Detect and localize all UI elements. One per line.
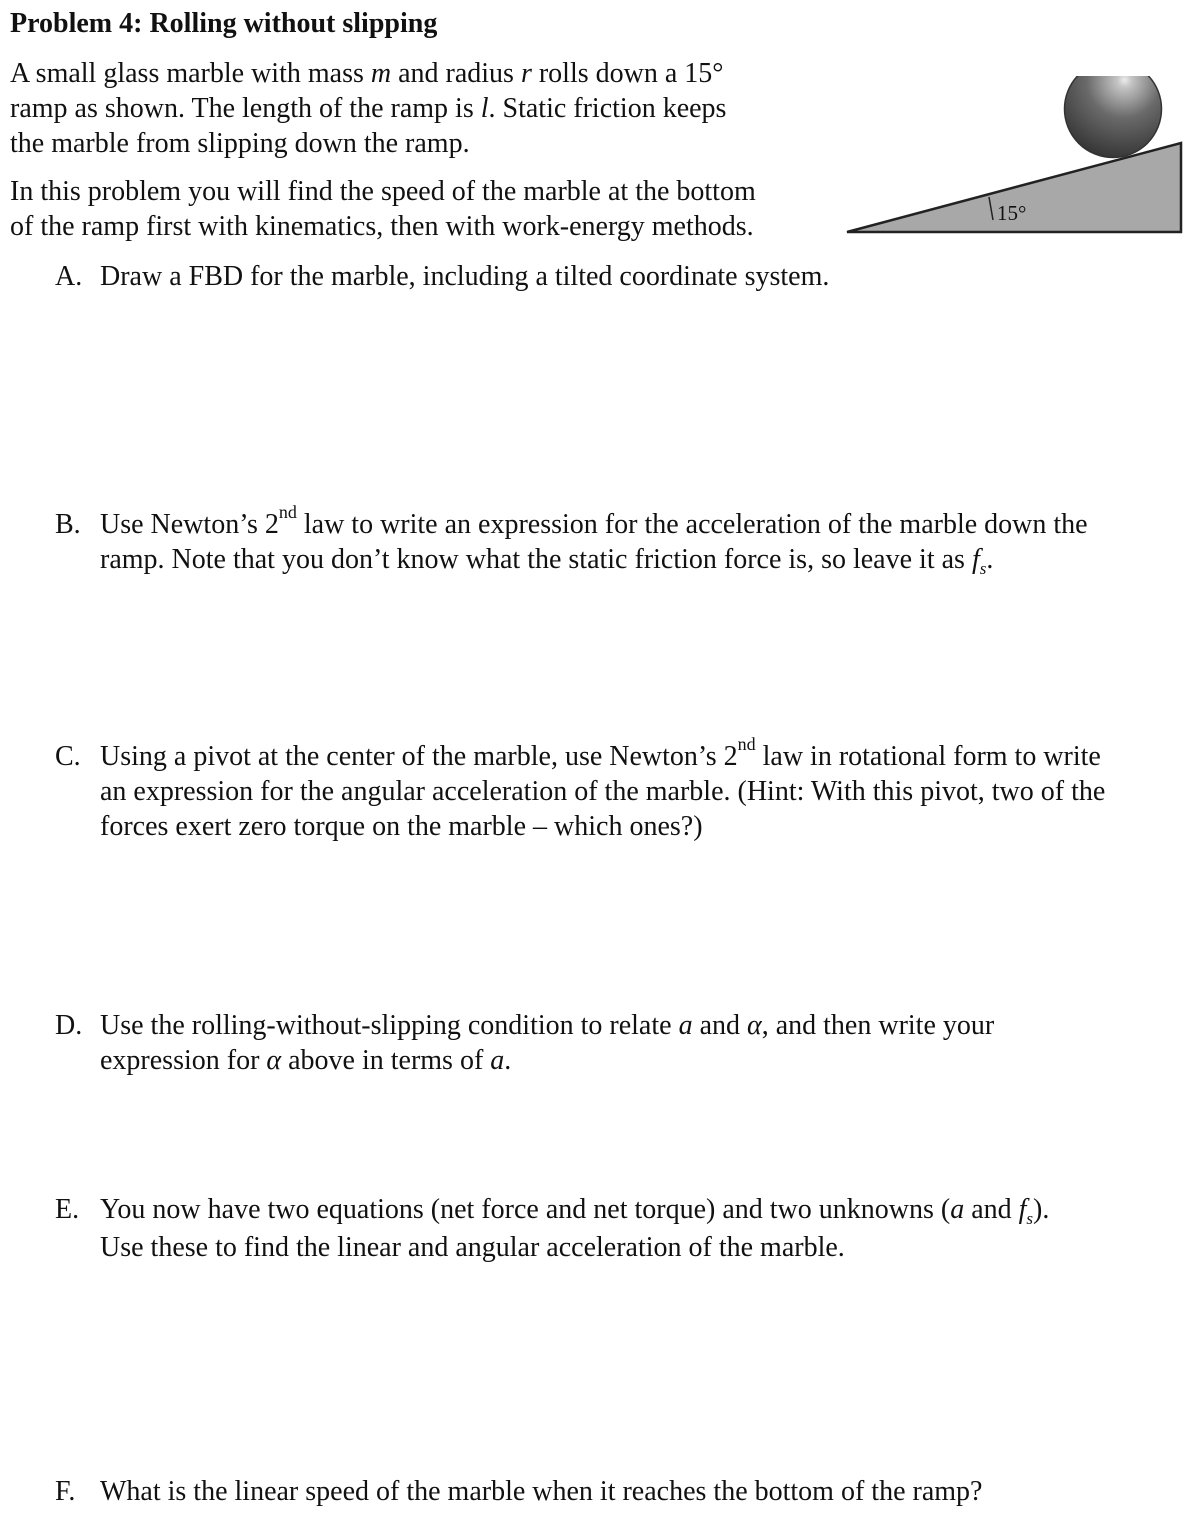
part-e-text: You now have two equations (net force and net torque) and two unknowns (a and $f_s$). Use these to find the linear and angular acceleration of the marble. <box>100 1194 1050 1263</box>
part-b <box>55 502 1185 580</box>
part-e-label: E. <box>55 1194 80 1225</box>
intro2-line-1: In this problem you will find the speed of the marble at the bottom <box>10 176 756 207</box>
angle-label: 15° <box>997 201 1027 225</box>
part-f-label: F. <box>55 1476 76 1507</box>
marble <box>1065 76 1162 158</box>
intro2-line-2: of the ramp first with kinematics, then with work-energy methods. <box>10 211 754 242</box>
part-c-label: C. <box>55 741 81 772</box>
var-s: s <box>1026 1209 1034 1228</box>
var-alpha: α <box>266 1045 282 1076</box>
var-a: a <box>678 1010 693 1041</box>
part-a-label: A. <box>55 261 83 292</box>
var-f: f <box>971 544 980 575</box>
intro-line-3: the marble from slipping down the ramp. <box>10 128 470 159</box>
problem-title: Problem 4: Rolling without slipping <box>10 8 438 39</box>
intro-paragraph-2 <box>10 174 756 244</box>
var-l: l <box>480 93 489 124</box>
intro-line-1: A small glass marble with mass m and radius r rolls down a 15° <box>10 58 724 89</box>
var-m: m <box>370 58 392 89</box>
var-a: a <box>950 1194 965 1225</box>
var-alpha: α <box>747 1010 762 1041</box>
part-e <box>55 1192 1185 1265</box>
part-f-text: What is the linear speed of the marble when it reaches the bottom of the ramp? <box>100 1476 983 1507</box>
part-b-label: B. <box>55 509 81 540</box>
part-d <box>55 1008 1185 1078</box>
part-a-text: Draw a FBD for the marble, including a tilted coordinate system. <box>100 261 830 292</box>
part-c-text: Using a pivot at the center of the marble, use Newton’s 2nd law in rotational form to write an expression for the angular acceleration of the marble. (Hint: With this pivot, two of the forces exert zero torque on the marble – which ones?) <box>100 734 1106 842</box>
part-a <box>55 259 1185 294</box>
ramp-figure <box>845 76 1185 243</box>
part-d-text: Use the rolling-without-slipping condition to relate a and α, and then write your expression for α above in terms of a. <box>100 1010 995 1076</box>
var-s: s <box>979 559 987 578</box>
part-c <box>55 734 1185 844</box>
part-f <box>55 1474 1185 1509</box>
intro-paragraph-1 <box>10 56 726 161</box>
part-b-text: Use Newton’s 2nd law to write an expression for the acceleration of the marble down the ramp. Note that you don’t know what the static friction force is, so leave it as $f_s$. <box>100 502 1088 578</box>
var-r: r <box>520 58 532 89</box>
ramp-diagram <box>845 76 1185 238</box>
var-a: a <box>490 1045 505 1076</box>
intro-line-2: ramp as shown. The length of the ramp is l. Static friction keeps <box>10 93 727 124</box>
part-d-label: D. <box>55 1010 83 1041</box>
var-f: f <box>1018 1194 1027 1225</box>
